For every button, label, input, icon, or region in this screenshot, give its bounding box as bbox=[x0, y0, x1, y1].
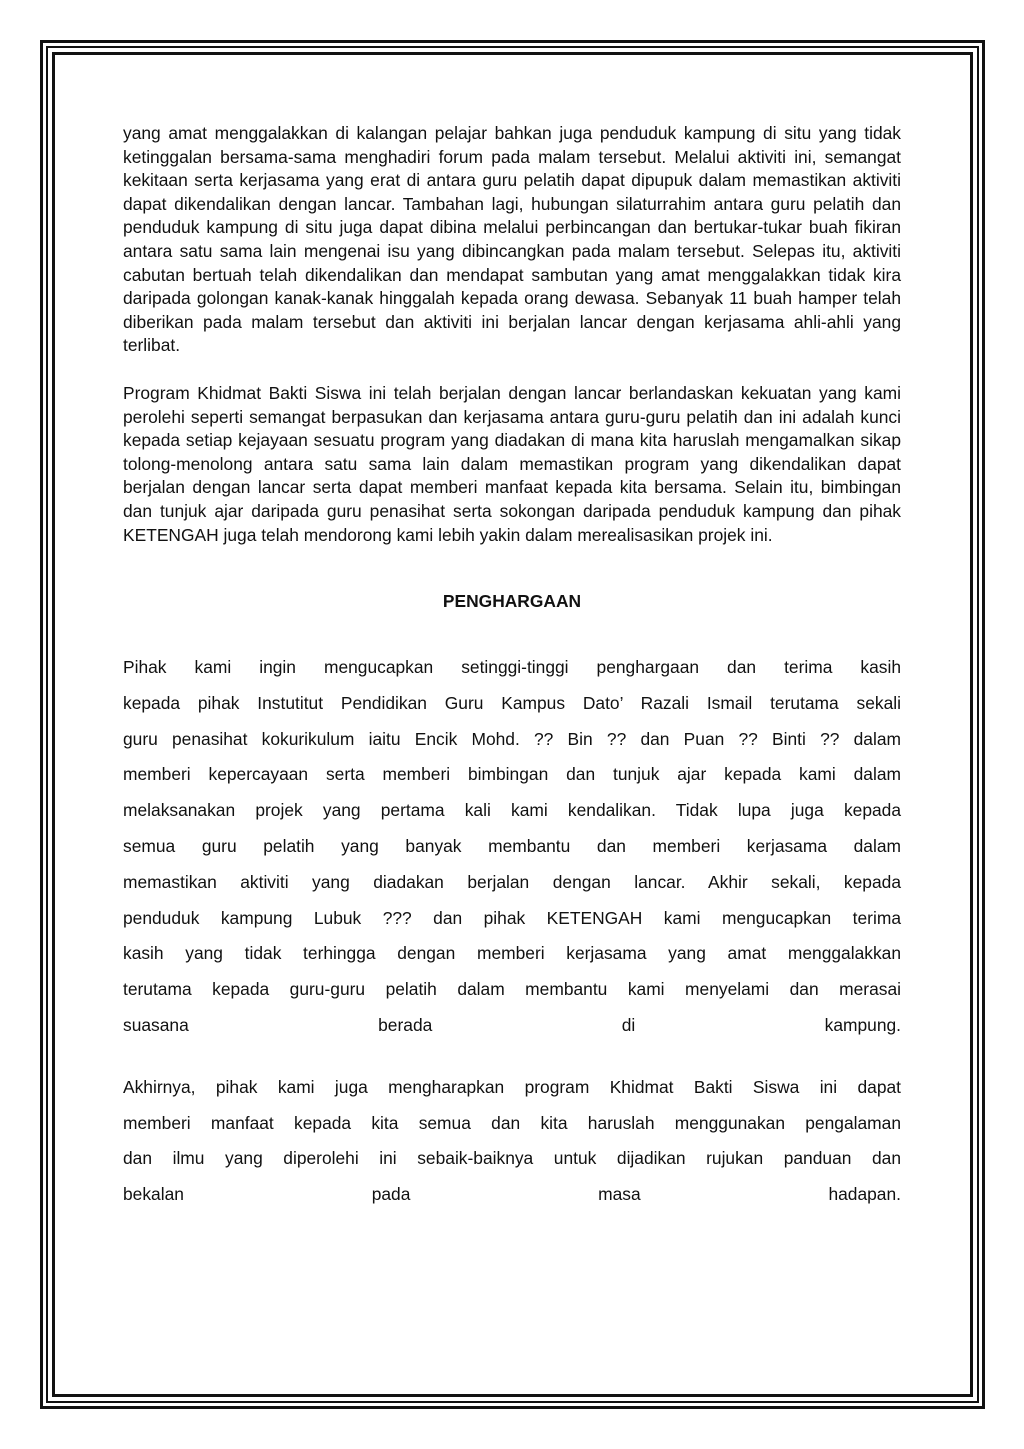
word: bekalan bbox=[123, 1184, 184, 1205]
paragraph-program-summary: Program Khidmat Bakti Siswa ini telah berjalan dengan lancar berlandaskan kekuatan yang kami perolehi seperti semangat berpasukan dan kerjasama antara guru-guru pelatih dan ini adalah kunci kepada setiap kejayaan sesuatu program yang diadakan di mana kita haruslah mengamalkan sikap tolong-menolong antara satu sama lain dalam memastikan program yang dikendalikan dapat berjalan dengan lancar serta dapat memberi manfaat kepada kita bersama. Selain itu, bimbingan dan tunjuk ajar daripada guru penasihat serta sokongan daripada penduduk kampung dan pihak KETENGAH juga telah mendorong kami lebih yakin dalam merealisasikan projek ini. bbox=[123, 382, 901, 545]
word: berada bbox=[378, 1015, 433, 1036]
word: suasana bbox=[123, 1015, 189, 1036]
word: kampung. bbox=[824, 1015, 901, 1036]
acknowledgement-line: Pihak kami ingin mengucapkan setinggi-tinggi penghargaan dan terima kasih bbox=[123, 657, 901, 678]
section-heading-penghargaan: PENGHARGAAN bbox=[442, 591, 582, 612]
paragraph-forum-activities: yang amat menggalakkan di kalangan pelajar bahkan juga penduduk kampung di situ yang tidak ketinggalan bersama-sama menghadiri forum pada malam tersebut. Melalui aktiviti ini, semangat kekitaan serta kerjasama yang erat di antara guru pelatih dapat dipupuk dalam memastikan aktiviti dapat dikendalikan dengan lancar. Tambahan lagi, hubungan silaturrahim antara guru pelatih dan penduduk kampung di situ juga dapat dibina melalui perbincangan dan bertukar-tukar buah fikiran antara satu sama lain mengenai isu yang dibincangkan pada malam tersebut. Selepas itu, aktiviti cabutan bertuah telah dikendalikan dan mendapat sambutan yang amat menggalakkan tidak kira daripada golongan kanak-kanak hinggalah kepada orang dewasa. Sebanyak 11 buah hamper telah diberikan pada malam tersebut dan aktiviti ini berjalan lancar dengan kerjasama ahli-ahli yang terlibat. bbox=[123, 123, 901, 356]
acknowledgement-line: penduduk kampung Lubuk ??? dan pihak KETENGAH kami mengucapkan terima bbox=[123, 907, 901, 928]
paragraph-closing bbox=[123, 1070, 901, 1213]
acknowledgement-line: memastikan aktiviti yang diadakan berjalan dengan lancar. Akhir sekali, kepada bbox=[123, 871, 901, 892]
closing-line: memberi manfaat kepada kita semua dan kita haruslah menggunakan pengalaman bbox=[123, 1112, 901, 1133]
word: pada bbox=[371, 1184, 411, 1205]
acknowledgement-line: guru penasihat kokurikulum iaitu Encik Mohd. ?? Bin ?? dan Puan ?? Binti ?? dalam bbox=[123, 728, 901, 749]
word: di bbox=[621, 1015, 636, 1036]
word: masa bbox=[598, 1184, 641, 1205]
closing-line: dan ilmu yang diperolehi ini sebaik-baiknya untuk dijadikan rujukan panduan dan bbox=[123, 1148, 901, 1169]
paragraph-acknowledgement bbox=[123, 650, 901, 1044]
acknowledgement-last-line bbox=[123, 1008, 901, 1044]
page-content bbox=[123, 122, 901, 1213]
acknowledgement-line: kasih yang tidak terhingga dengan memberi kerjasama yang amat menggalakkan bbox=[123, 943, 901, 964]
closing-line: Akhirnya, pihak kami juga mengharapkan program Khidmat Bakti Siswa ini dapat bbox=[123, 1076, 901, 1097]
acknowledgement-line: memberi kepercayaan serta memberi bimbingan dan tunjuk ajar kepada kami dalam bbox=[123, 764, 901, 785]
acknowledgement-line: semua guru pelatih yang banyak membantu dan memberi kerjasama dalam bbox=[123, 836, 901, 857]
acknowledgement-line: terutama kepada guru-guru pelatih dalam membantu kami menyelami dan merasai bbox=[123, 979, 901, 1000]
acknowledgement-line: kepada pihak Instutitut Pendidikan Guru Kampus Dato’ Razali Ismail terutama sekali bbox=[123, 692, 901, 713]
closing-last-line bbox=[123, 1177, 901, 1213]
word: hadapan. bbox=[828, 1184, 901, 1205]
acknowledgement-line: melaksanakan projek yang pertama kali kami kendalikan. Tidak lupa juga kepada bbox=[123, 800, 901, 821]
